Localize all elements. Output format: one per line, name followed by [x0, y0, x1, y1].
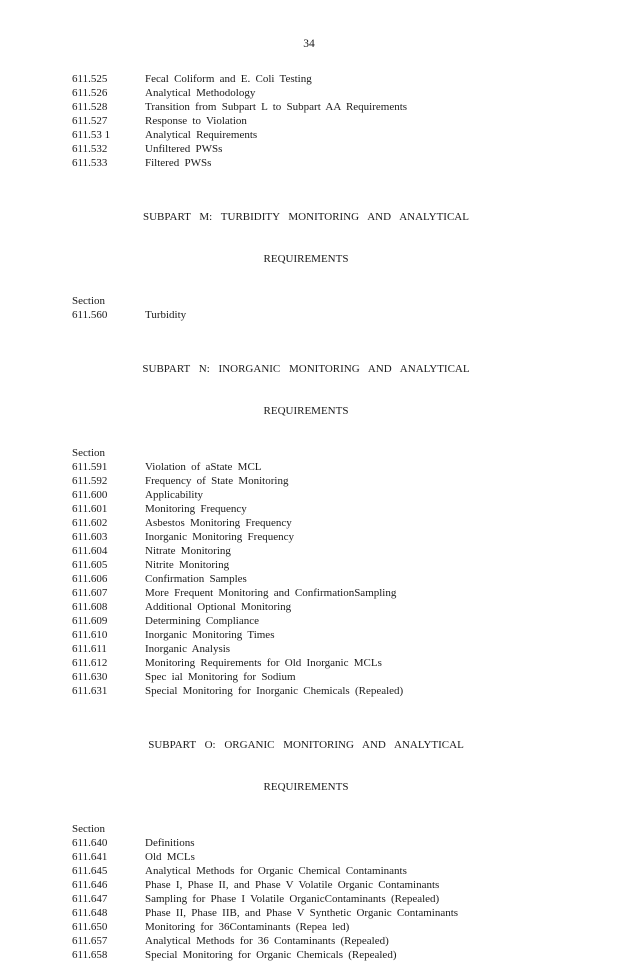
- section-number: 611.646: [72, 879, 108, 891]
- section-title: Phase II, Phase IIB, and Phase V Synthetic Organic Contaminants: [145, 907, 459, 919]
- section-number: 611.560: [72, 309, 108, 321]
- section-title: Special Monitoring for Organic Chemicals (Repealed): [145, 949, 397, 961]
- section-column-label: Section: [72, 447, 105, 459]
- toc-row: [72, 308, 540, 322]
- section-number: 611.611: [72, 643, 107, 655]
- section-title: Spec ial Monitoring for Sodium: [145, 671, 296, 683]
- toc-row: [72, 892, 540, 906]
- toc-row: [72, 906, 540, 920]
- section-title: Monitoring Requirements for Old Inorganic MCLs: [145, 657, 382, 669]
- section-title: Analytical Methods for 36 Contaminants (Repealed): [145, 935, 389, 947]
- section-number: 611.647: [72, 893, 108, 905]
- toc-row: [72, 836, 540, 850]
- section-title: Filtered PWSs: [145, 157, 212, 169]
- section-number: 611.640: [72, 837, 108, 849]
- section-column-label: Section: [72, 823, 105, 835]
- toc-row: [72, 656, 540, 670]
- toc-row: [72, 628, 540, 642]
- section-title: Monitoring for 36Contaminants (Repea led): [145, 921, 350, 933]
- toc-row: [72, 948, 540, 962]
- toc-row: [72, 460, 540, 474]
- section-title: Confirmation Samples: [145, 573, 247, 585]
- section-title: Analytical Methodology: [145, 87, 256, 99]
- page-number: 34: [303, 38, 315, 50]
- section-number: 611.528: [72, 101, 108, 113]
- toc-row: [72, 128, 540, 142]
- subpart-o-block: [72, 710, 540, 962]
- subpart-heading-line2: REQUIREMENTS: [263, 781, 349, 793]
- section-title: Response to Violation: [145, 115, 247, 127]
- toc-row: [72, 934, 540, 948]
- section-title: Fecal Coliform and E. Coli Testing: [145, 73, 312, 85]
- section-number: 611.608: [72, 601, 108, 613]
- section-title: Sampling for Phase I Volatile OrganicContaminants (Repealed): [145, 893, 440, 905]
- toc-row: [72, 114, 540, 128]
- section-number: 611.526: [72, 87, 108, 99]
- subpart-m-block: [72, 182, 540, 322]
- section-title: Applicability: [145, 489, 204, 501]
- section-title: Analytical Methods for Organic Chemical Contaminants: [145, 865, 407, 877]
- toc-row: [72, 502, 540, 516]
- section-title: Nitrite Monitoring: [145, 559, 230, 571]
- section-number: 611.658: [72, 949, 108, 961]
- toc-row: [72, 142, 540, 156]
- subpart-heading-line2: REQUIREMENTS: [263, 405, 349, 417]
- section-list-subpart-n: [72, 460, 540, 698]
- subpart-heading-line2: REQUIREMENTS: [263, 253, 349, 265]
- section-number: 611.533: [72, 157, 108, 169]
- section-title: Monitoring Frequency: [145, 503, 247, 515]
- section-number: 611.645: [72, 865, 108, 877]
- section-title: Determining Compliance: [145, 615, 259, 627]
- toc-row: [72, 544, 540, 558]
- section-number: 611.600: [72, 489, 108, 501]
- toc-row: [72, 86, 540, 100]
- toc-row: [72, 684, 540, 698]
- toc-row: [72, 850, 540, 864]
- section-number: 611.602: [72, 517, 108, 529]
- section-title: Special Monitoring for Inorganic Chemicals (Repealed): [145, 685, 404, 697]
- subpart-heading-line1: SUBPART M: TURBIDITY MONITORING AND ANALYTICAL: [143, 211, 469, 223]
- toc-row: [72, 670, 540, 684]
- section-number: 611.601: [72, 503, 108, 515]
- section-number: 611.641: [72, 851, 108, 863]
- section-column-label: Section: [72, 295, 105, 307]
- section-title: Turbidity: [145, 309, 187, 321]
- toc-row: [72, 558, 540, 572]
- section-title: Inorganic Analysis: [145, 643, 231, 655]
- section-number: 611.631: [72, 685, 108, 697]
- subpart-o-heading: [72, 710, 540, 822]
- section-title: Inorganic Monitoring Frequency: [145, 531, 294, 543]
- section-number: 611.53 1: [72, 129, 111, 141]
- toc-row: [72, 100, 540, 114]
- toc-row: [72, 474, 540, 488]
- section-number: 611.630: [72, 671, 108, 683]
- toc-row: [72, 920, 540, 934]
- section-number: 611.657: [72, 935, 108, 947]
- section-number: 611.609: [72, 615, 108, 627]
- section-number: 611.527: [72, 115, 108, 127]
- toc-row: [72, 530, 540, 544]
- section-list-subpart-m: [72, 308, 540, 322]
- toc-row: [72, 488, 540, 502]
- toc-row: [72, 572, 540, 586]
- section-number: 611.525: [72, 73, 108, 85]
- toc-row: [72, 864, 540, 878]
- section-title: More Frequent Monitoring and ConfirmationSampling: [145, 587, 397, 599]
- subpart-heading-line1: SUBPART O: ORGANIC MONITORING AND ANALYTICAL: [148, 739, 464, 751]
- section-number: 611.606: [72, 573, 108, 585]
- section-title: Asbestos Monitoring Frequency: [145, 517, 292, 529]
- section-title: Old MCLs: [145, 851, 195, 863]
- section-title: Analytical Requirements: [145, 129, 258, 141]
- section-number: 611.591: [72, 461, 108, 473]
- section-title: Inorganic Monitoring Times: [145, 629, 275, 641]
- section-title: Transition from Subpart L to Subpart AA Requirements: [145, 101, 408, 113]
- section-title: Phase I, Phase II, and Phase V Volatile Organic Contaminants: [145, 879, 440, 891]
- subpart-n-block: [72, 334, 540, 698]
- section-number: 611.607: [72, 587, 108, 599]
- toc-row: [72, 614, 540, 628]
- section-title: Definitions: [145, 837, 195, 849]
- section-number: 611.603: [72, 531, 108, 543]
- section-number: 611.610: [72, 629, 108, 641]
- section-list-top: [72, 72, 540, 170]
- section-number: 611.532: [72, 143, 108, 155]
- toc-row: [72, 878, 540, 892]
- section-title: Frequency of State Monitoring: [145, 475, 289, 487]
- section-title: Additional Optional Monitoring: [145, 601, 292, 613]
- toc-row: [72, 156, 540, 170]
- toc-row: [72, 586, 540, 600]
- section-number: 611.612: [72, 657, 108, 669]
- subpart-m-heading: [72, 182, 540, 294]
- subpart-heading-line1: SUBPART N: INORGANIC MONITORING AND ANALYTICAL: [142, 363, 470, 375]
- toc-row: [72, 600, 540, 614]
- section-number: 611.650: [72, 921, 108, 933]
- section-number: 611.648: [72, 907, 108, 919]
- section-number: 611.604: [72, 545, 108, 557]
- subpart-n-heading: [72, 334, 540, 446]
- section-title: Violation of aState MCL: [145, 461, 262, 473]
- toc-row: [72, 642, 540, 656]
- table-of-contents: [0, 51, 618, 962]
- section-list-subpart-o: [72, 836, 540, 962]
- section-title: Unfiltered PWSs: [145, 143, 223, 155]
- toc-row: [72, 516, 540, 530]
- section-title: Nitrate Monitoring: [145, 545, 231, 557]
- toc-row: [72, 72, 540, 86]
- section-number: 611.592: [72, 475, 108, 487]
- section-number: 611.605: [72, 559, 108, 571]
